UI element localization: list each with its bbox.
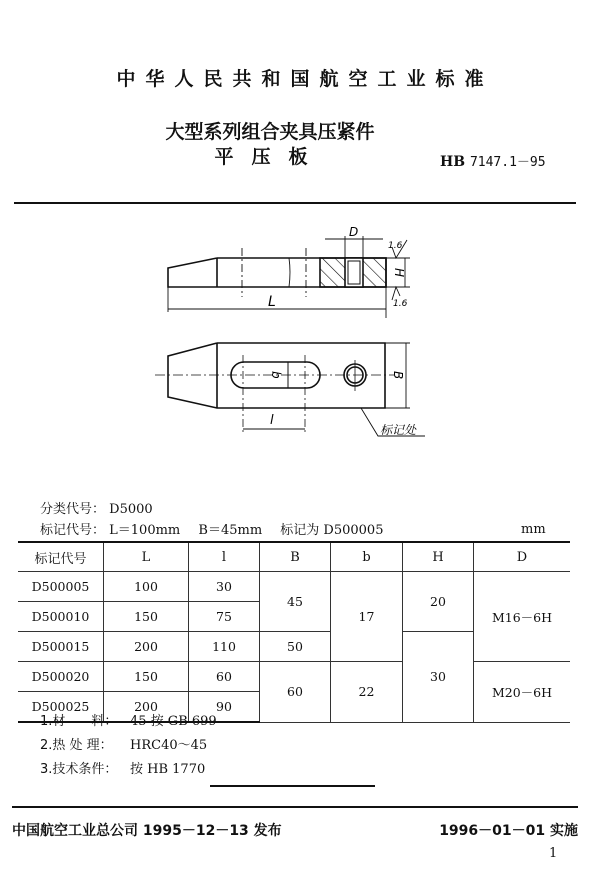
- note-value: HRC40～45: [130, 738, 208, 753]
- standard-prefix: HB: [440, 154, 466, 170]
- mark-code-label: 标记代号：: [40, 523, 106, 538]
- cell-L: 100: [104, 572, 189, 602]
- spec-table: [18, 541, 570, 723]
- header-L: L: [104, 542, 189, 572]
- standard-number-value: 7147.1－95: [469, 155, 546, 170]
- note-value: 45 按 GB 699: [130, 714, 217, 729]
- page-number: 1: [549, 846, 558, 861]
- table-row: [18, 662, 570, 692]
- standard-organization: 中华人民共和国航空工业标准: [116, 68, 494, 90]
- note-item: [40, 734, 217, 758]
- cell-l: 90: [189, 692, 260, 723]
- mark-example-text: 标记为 D500005: [280, 523, 384, 538]
- cell-code: D500025: [18, 692, 104, 723]
- label-roughness-top: 1.6: [388, 241, 403, 251]
- label-L: L: [268, 294, 276, 310]
- header-divider: [14, 202, 576, 204]
- cell-L: 200: [104, 632, 189, 662]
- header-B: B: [260, 542, 331, 572]
- note-label: 3.技术条件：: [40, 762, 118, 777]
- cell-D: M16－6H: [474, 572, 571, 662]
- cell-B: 60: [260, 662, 331, 723]
- cell-l: 110: [189, 632, 260, 662]
- class-code-value: D5000: [109, 502, 153, 517]
- table-row: [18, 572, 570, 602]
- table-header-row: [18, 542, 570, 572]
- document-subtitle: 平压板: [214, 146, 326, 168]
- mark-code-line: [40, 519, 383, 538]
- cell-b: 22: [331, 662, 403, 723]
- issuer-date: 中国航空工业总公司 1995－12－13 发布: [12, 823, 282, 839]
- unit-label: mm: [521, 522, 546, 537]
- cell-code: D500015: [18, 632, 104, 662]
- cell-code: D500010: [18, 602, 104, 632]
- label-roughness-bottom: 1.6: [393, 299, 408, 309]
- cell-l: 75: [189, 602, 260, 632]
- label-D: D: [349, 225, 359, 239]
- header-b: b: [331, 542, 403, 572]
- label-l: l: [270, 413, 274, 428]
- header-D: D: [474, 542, 571, 572]
- note-label: 1.材 料：: [40, 714, 118, 729]
- cell-l: 30: [189, 572, 260, 602]
- label-B: B: [391, 371, 405, 380]
- footer-divider: [12, 806, 578, 808]
- header-code: 标记代号: [18, 542, 104, 572]
- standard-number: [440, 151, 546, 170]
- cell-H: 20: [403, 572, 474, 632]
- notes-list: [40, 710, 217, 782]
- note-label: 2.热 处 理：: [40, 738, 113, 753]
- cell-code: D500020: [18, 662, 104, 692]
- label-H: H: [392, 268, 406, 278]
- cell-L: 200: [104, 692, 189, 723]
- cell-D: M20－6H: [474, 662, 571, 723]
- effective-date: 1996－01－01 实施: [439, 823, 578, 839]
- cell-code: D500005: [18, 572, 104, 602]
- header-H: H: [403, 542, 474, 572]
- cell-b: 17: [331, 572, 403, 662]
- document-title: 大型系列组合夹具压紧件: [165, 121, 375, 143]
- mark-example-B: B＝45mm: [198, 523, 263, 538]
- end-rule: [210, 785, 375, 787]
- note-item: [40, 758, 217, 782]
- cell-l: 60: [189, 662, 260, 692]
- side-view: [168, 236, 410, 318]
- technical-drawing: [0, 215, 600, 455]
- note-value: 按 HB 1770: [130, 762, 206, 777]
- label-mark-location: 标记处: [380, 423, 417, 437]
- header-l: l: [189, 542, 260, 572]
- class-code-line: [40, 498, 153, 517]
- class-code-label: 分类代号：: [40, 502, 106, 517]
- note-item: [40, 710, 217, 734]
- cell-B: 50: [260, 632, 331, 662]
- cell-H: 30: [403, 632, 474, 723]
- cell-L: 150: [104, 602, 189, 632]
- cell-B: 45: [260, 572, 331, 632]
- cell-L: 150: [104, 662, 189, 692]
- mark-example-L: L＝100mm: [109, 523, 181, 538]
- label-b: b: [269, 371, 283, 379]
